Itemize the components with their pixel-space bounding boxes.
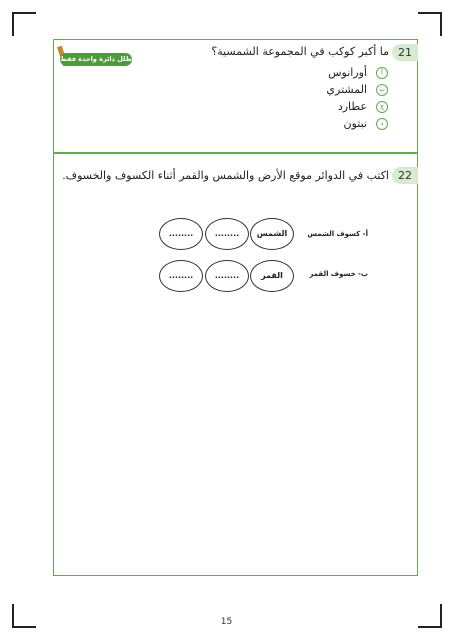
crop-mark-top-right bbox=[418, 12, 442, 14]
row-b-circle-3[interactable]: ........ bbox=[159, 260, 203, 292]
row-a-label: أ- كسوف الشمس bbox=[307, 230, 368, 238]
option-b-text: المشتري bbox=[326, 83, 367, 96]
option-d-circle[interactable]: د bbox=[376, 118, 388, 130]
instruction-badge: ظلل دائرة واحدة فقط bbox=[60, 53, 132, 66]
question-21-number: 21 bbox=[392, 44, 418, 61]
question-22-number: 22 bbox=[392, 167, 418, 184]
question-22-text: اكتب في الدوائر موقع الأرض والشمس والقمر أثناء الكسوف والخسوف. bbox=[62, 169, 389, 182]
option-a-circle[interactable]: أ bbox=[376, 67, 388, 79]
option-c-text: عطارد bbox=[337, 100, 367, 113]
option-b-circle[interactable]: ب bbox=[376, 84, 388, 96]
crop-mark-top-left bbox=[12, 12, 14, 36]
question-divider bbox=[53, 152, 418, 154]
row-a-circle-2[interactable]: ........ bbox=[205, 218, 249, 250]
option-a-text: أورانوس bbox=[328, 66, 367, 79]
option-d-text: نبتون bbox=[343, 117, 367, 130]
crop-mark-top-right bbox=[440, 12, 442, 36]
row-a-circle-3[interactable]: ........ bbox=[159, 218, 203, 250]
row-b-circle-1: القمر bbox=[250, 260, 294, 292]
option-c-circle[interactable]: ج bbox=[376, 101, 388, 113]
row-a-circle-1: الشمس bbox=[250, 218, 294, 250]
page-number: 15 bbox=[220, 617, 233, 627]
question-21-text: ما أكبر كوكب في المجموعة الشمسية؟ bbox=[211, 45, 389, 58]
crop-mark-top-left bbox=[12, 12, 36, 14]
row-b-label: ب- خسوف القمر bbox=[309, 270, 368, 278]
row-b-circle-2[interactable]: ........ bbox=[205, 260, 249, 292]
